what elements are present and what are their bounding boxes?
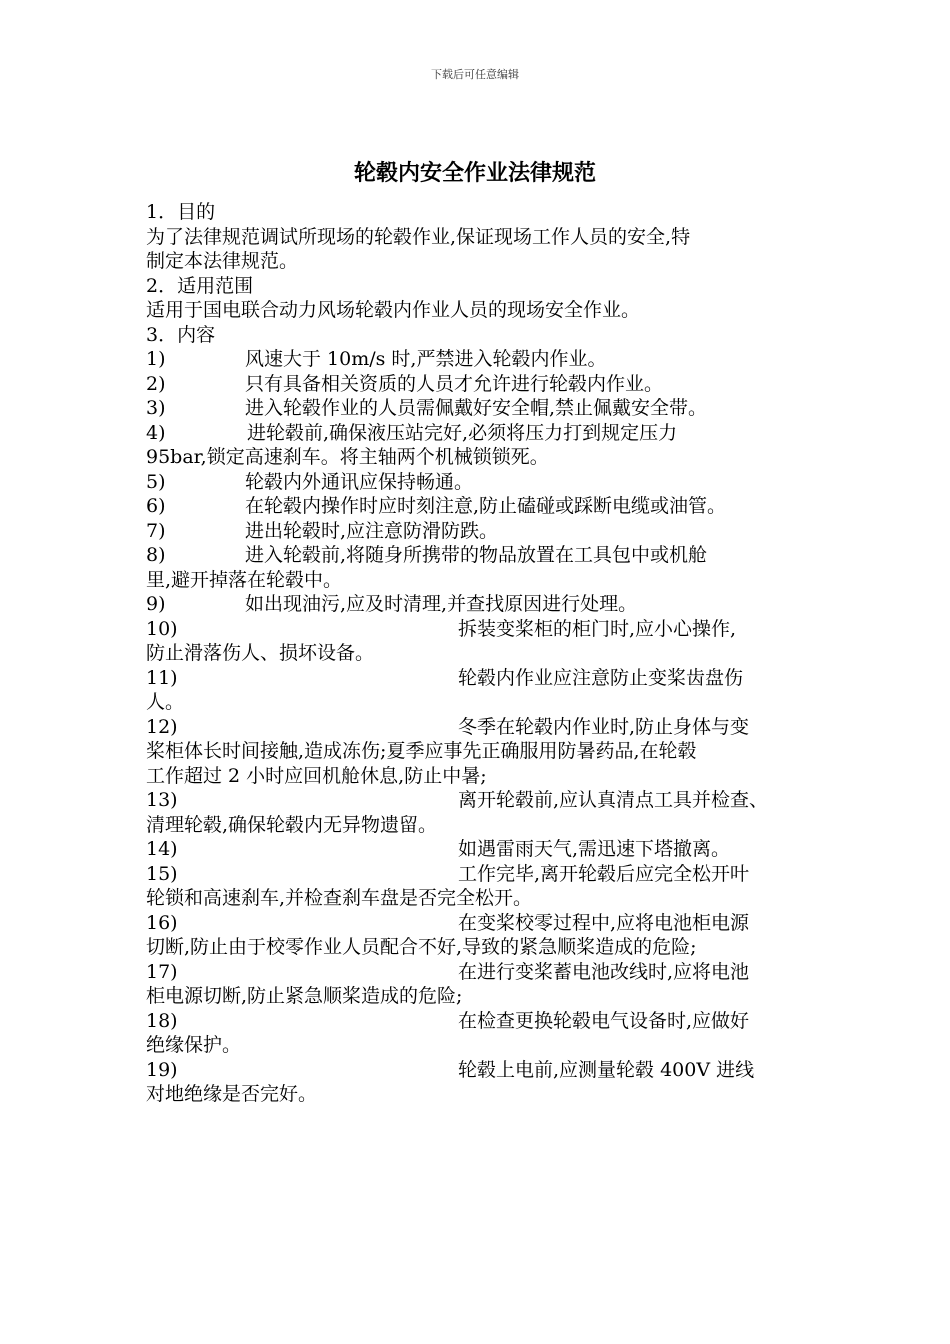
item-number: 13) [146,789,178,811]
section-heading-purpose: 1．目的 [146,201,216,223]
item-text: 进轮毂前,确保液压站完好,必须将压力打到规定压力 [247,421,678,444]
list-item [146,470,826,495]
paragraph-line: 适用于国电联合动力风场轮毂内作业人员的现场安全作业。 [146,299,641,321]
list-item-continuation: 切断,防止由于校零作业人员配合不好,导致的紧急顺桨造成的危险; [146,936,697,958]
item-text: 如遇雷雨天气,需迅速下塔撤离。 [458,838,731,860]
list-item [146,837,826,862]
list-item [146,1009,826,1034]
item-number: 12) [146,715,178,738]
item-number: 19) [146,1058,178,1081]
item-number: 3) [146,397,166,419]
list-item [146,396,826,421]
list-item-continuation: 95bar,锁定高速刹车。将主轴两个机械锁锁死。 [146,446,549,468]
item-number: 17) [146,960,178,983]
item-number: 9) [146,593,166,615]
list-item [146,543,826,568]
item-text: 在变桨校零过程中,应将电池柜电源 [458,911,750,934]
list-item [146,372,826,397]
list-item [146,666,826,691]
paragraph-line: 制定本法律规范。 [146,250,299,272]
item-number: 14) [146,838,178,860]
list-item [146,421,826,446]
item-number: 8) [146,544,166,566]
item-number: 5) [146,470,166,493]
list-item-continuation: 防止滑落伤人、损坏设备。 [146,642,375,664]
list-item [146,715,826,740]
item-text: 工作完毕,离开轮毂后应完全松开叶 [458,862,750,885]
item-text: 冬季在轮毂内作业时,防止身体与变 [458,715,750,738]
item-text: 在轮毂内操作时应时刻注意,防止磕碰或踩断电缆或油管。 [245,495,727,517]
list-item [146,494,826,519]
item-text: 风速大于 10m/s 时,严禁进入轮毂内作业。 [245,348,607,370]
list-item [146,960,826,985]
list-item-continuation: 人。 [146,691,185,713]
item-text: 轮毂上电前,应测量轮毂 400V 进线 [458,1058,755,1081]
item-text: 轮毂内外通讯应保持畅通。 [245,470,474,493]
list-item-continuation: 里,避开掉落在轮毂中。 [146,568,343,591]
item-text: 只有具备相关资质的人员才允许进行轮毂内作业。 [245,372,664,395]
item-text: 进入轮毂前,将随身所携带的物品放置在工具包中或机舱 [245,544,708,566]
section-heading-scope: 2．适用范围 [146,274,254,297]
list-item [146,911,826,936]
list-item [146,617,826,642]
list-item-continuation: 对地绝缘是否完好。 [146,1083,318,1105]
item-text: 进入轮毂作业的人员需佩戴好安全帽,禁止佩戴安全带。 [245,397,708,419]
list-item [146,592,826,617]
item-text: 离开轮毂前,应认真清点工具并检查、 [458,789,769,811]
item-text: 拆装变桨柜的柜门时,应小心操作, [458,617,737,640]
item-text: 进出轮毂时,应注意防滑防跌。 [245,519,499,542]
list-item-continuation: 轮锁和高速刹车,并检查刹车盘是否完全松开。 [146,887,533,909]
list-item [146,788,826,813]
list-item-continuation: 柜电源切断,防止紧急顺桨造成的危险; [146,985,463,1007]
item-number: 6) [146,495,166,517]
item-number: 2) [146,372,166,395]
list-item-continuation: 绝缘保护。 [146,1034,242,1056]
item-number: 4) [146,421,166,444]
header-note: 下载后可任意编辑 [431,68,519,81]
item-number: 18) [146,1009,178,1032]
item-number: 10) [146,617,178,640]
item-number: 15) [146,862,178,885]
item-number: 11) [146,666,178,689]
list-item [146,862,826,887]
document-body [146,200,826,1107]
item-text: 在检查更换轮毂电气设备时,应做好 [458,1009,750,1032]
list-item-continuation: 工作超过 2 小时应回机舱休息,防止中暑; [146,764,487,787]
item-text: 如出现油污,应及时清理,并查找原因进行处理。 [245,593,638,615]
list-item [146,1058,826,1083]
section-heading-content: 3．内容 [146,323,216,346]
item-number: 7) [146,519,166,542]
list-item [146,347,826,372]
item-text: 在进行变桨蓄电池改线时,应将电池 [458,960,750,983]
item-number: 1) [146,348,166,370]
item-number: 16) [146,911,178,934]
paragraph-line: 为了法律规范调试所现场的轮毂作业,保证现场工作人员的安全,特 [146,225,691,248]
item-text: 轮毂内作业应注意防止变桨齿盘伤 [458,666,744,689]
list-item-continuation: 桨柜体长时间接触,造成冻伤;夏季应事先正确服用防暑药品,在轮毂 [146,740,697,762]
list-item-continuation: 清理轮毂,确保轮毂内无异物遗留。 [146,813,438,836]
page-title: 轮毂内安全作业法律规范 [353,160,596,186]
list-item [146,519,826,544]
